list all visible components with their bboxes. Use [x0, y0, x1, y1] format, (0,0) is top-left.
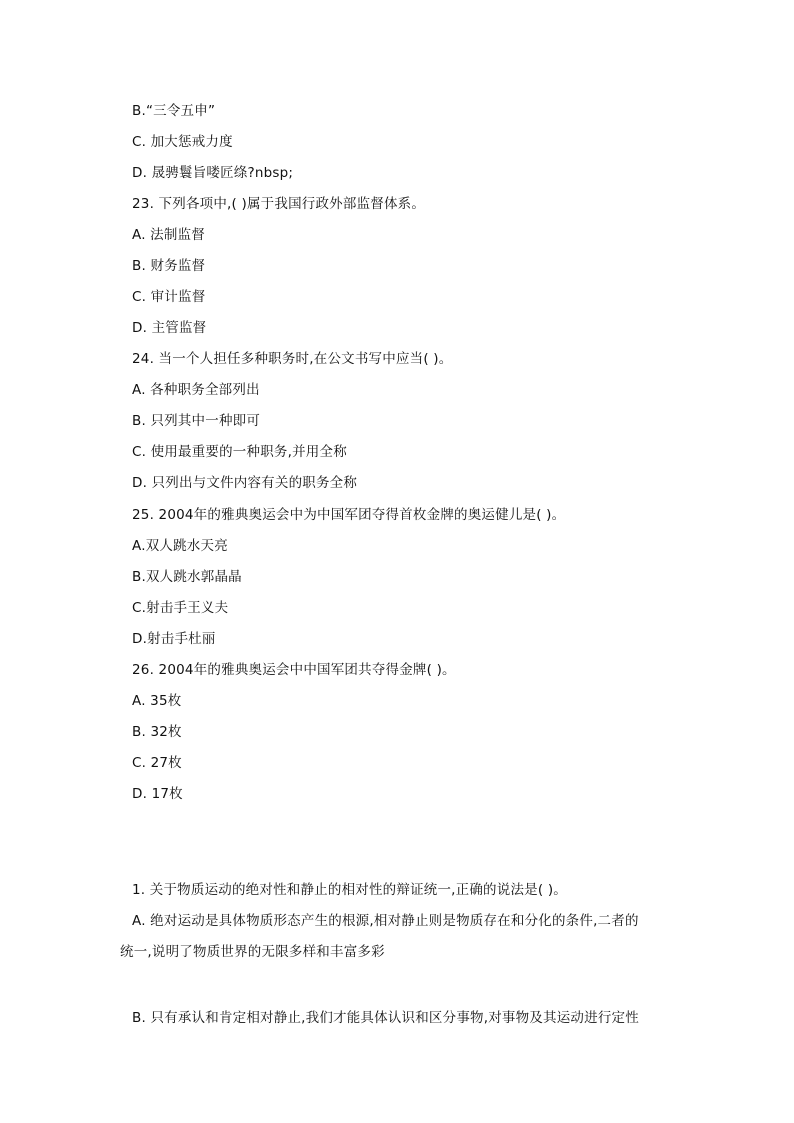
option-b-line: B.“三令五申” — [132, 103, 216, 119]
q25-option-a: A.双人跳水天亮 — [132, 538, 228, 554]
q25-option-c: C.射击手王义夫 — [132, 600, 229, 616]
option-c-line: C. 加大惩戒力度 — [132, 134, 233, 150]
q23-option-c: C. 审计监督 — [132, 289, 206, 305]
question-24: 24. 当一个人担任多种职务时,在公文书写中应当( )。 — [132, 351, 453, 367]
q1-option-b-line-1: B. 只有承认和肯定相对静止,我们才能具体认识和区分事物,对事物及其运动进行定性 — [132, 1010, 639, 1026]
question-1: 1. 关于物质运动的绝对性和静止的相对性的辩证统一,正确的说法是( )。 — [132, 882, 567, 898]
q23-option-a: A. 法制监督 — [132, 227, 205, 243]
q23-option-b: B. 财务监督 — [132, 258, 206, 274]
q23-option-d: D. 主管监督 — [132, 320, 207, 336]
q25-option-d: D.射击手杜丽 — [132, 631, 216, 647]
q26-option-a: A. 35枚 — [132, 693, 182, 709]
q1-option-a-line-1: A. 绝对运动是具体物质形态产生的根源,相对静止则是物质存在和分化的条件,二者的 — [132, 913, 639, 929]
q26-option-c: C. 27枚 — [132, 755, 182, 771]
q26-option-d: D. 17枚 — [132, 786, 183, 802]
q24-option-a: A. 各种职务全部列出 — [132, 382, 260, 398]
q24-option-c: C. 使用最重要的一种职务,并用全称 — [132, 444, 347, 460]
question-23: 23. 下列各项中,( )属于我国行政外部监督体系。 — [132, 196, 426, 212]
option-d-line: D. 晟骋鬟旨喽匠绦?nbsp; — [132, 165, 294, 181]
q24-option-b: B. 只列其中一种即可 — [132, 413, 261, 429]
q1-option-a-line-2: 统一,说明了物质世界的无限多样和丰富多彩 — [120, 944, 385, 960]
q25-option-b: B.双人跳水郭晶晶 — [132, 569, 242, 585]
question-25: 25. 2004年的雅典奥运会中为中国军团夺得首枚金牌的奥运健儿是( )。 — [132, 507, 566, 523]
q26-option-b: B. 32枚 — [132, 724, 182, 740]
q24-option-d: D. 只列出与文件内容有关的职务全称 — [132, 475, 358, 491]
question-26: 26. 2004年的雅典奥运会中中国军团共夺得金牌( )。 — [132, 662, 456, 678]
